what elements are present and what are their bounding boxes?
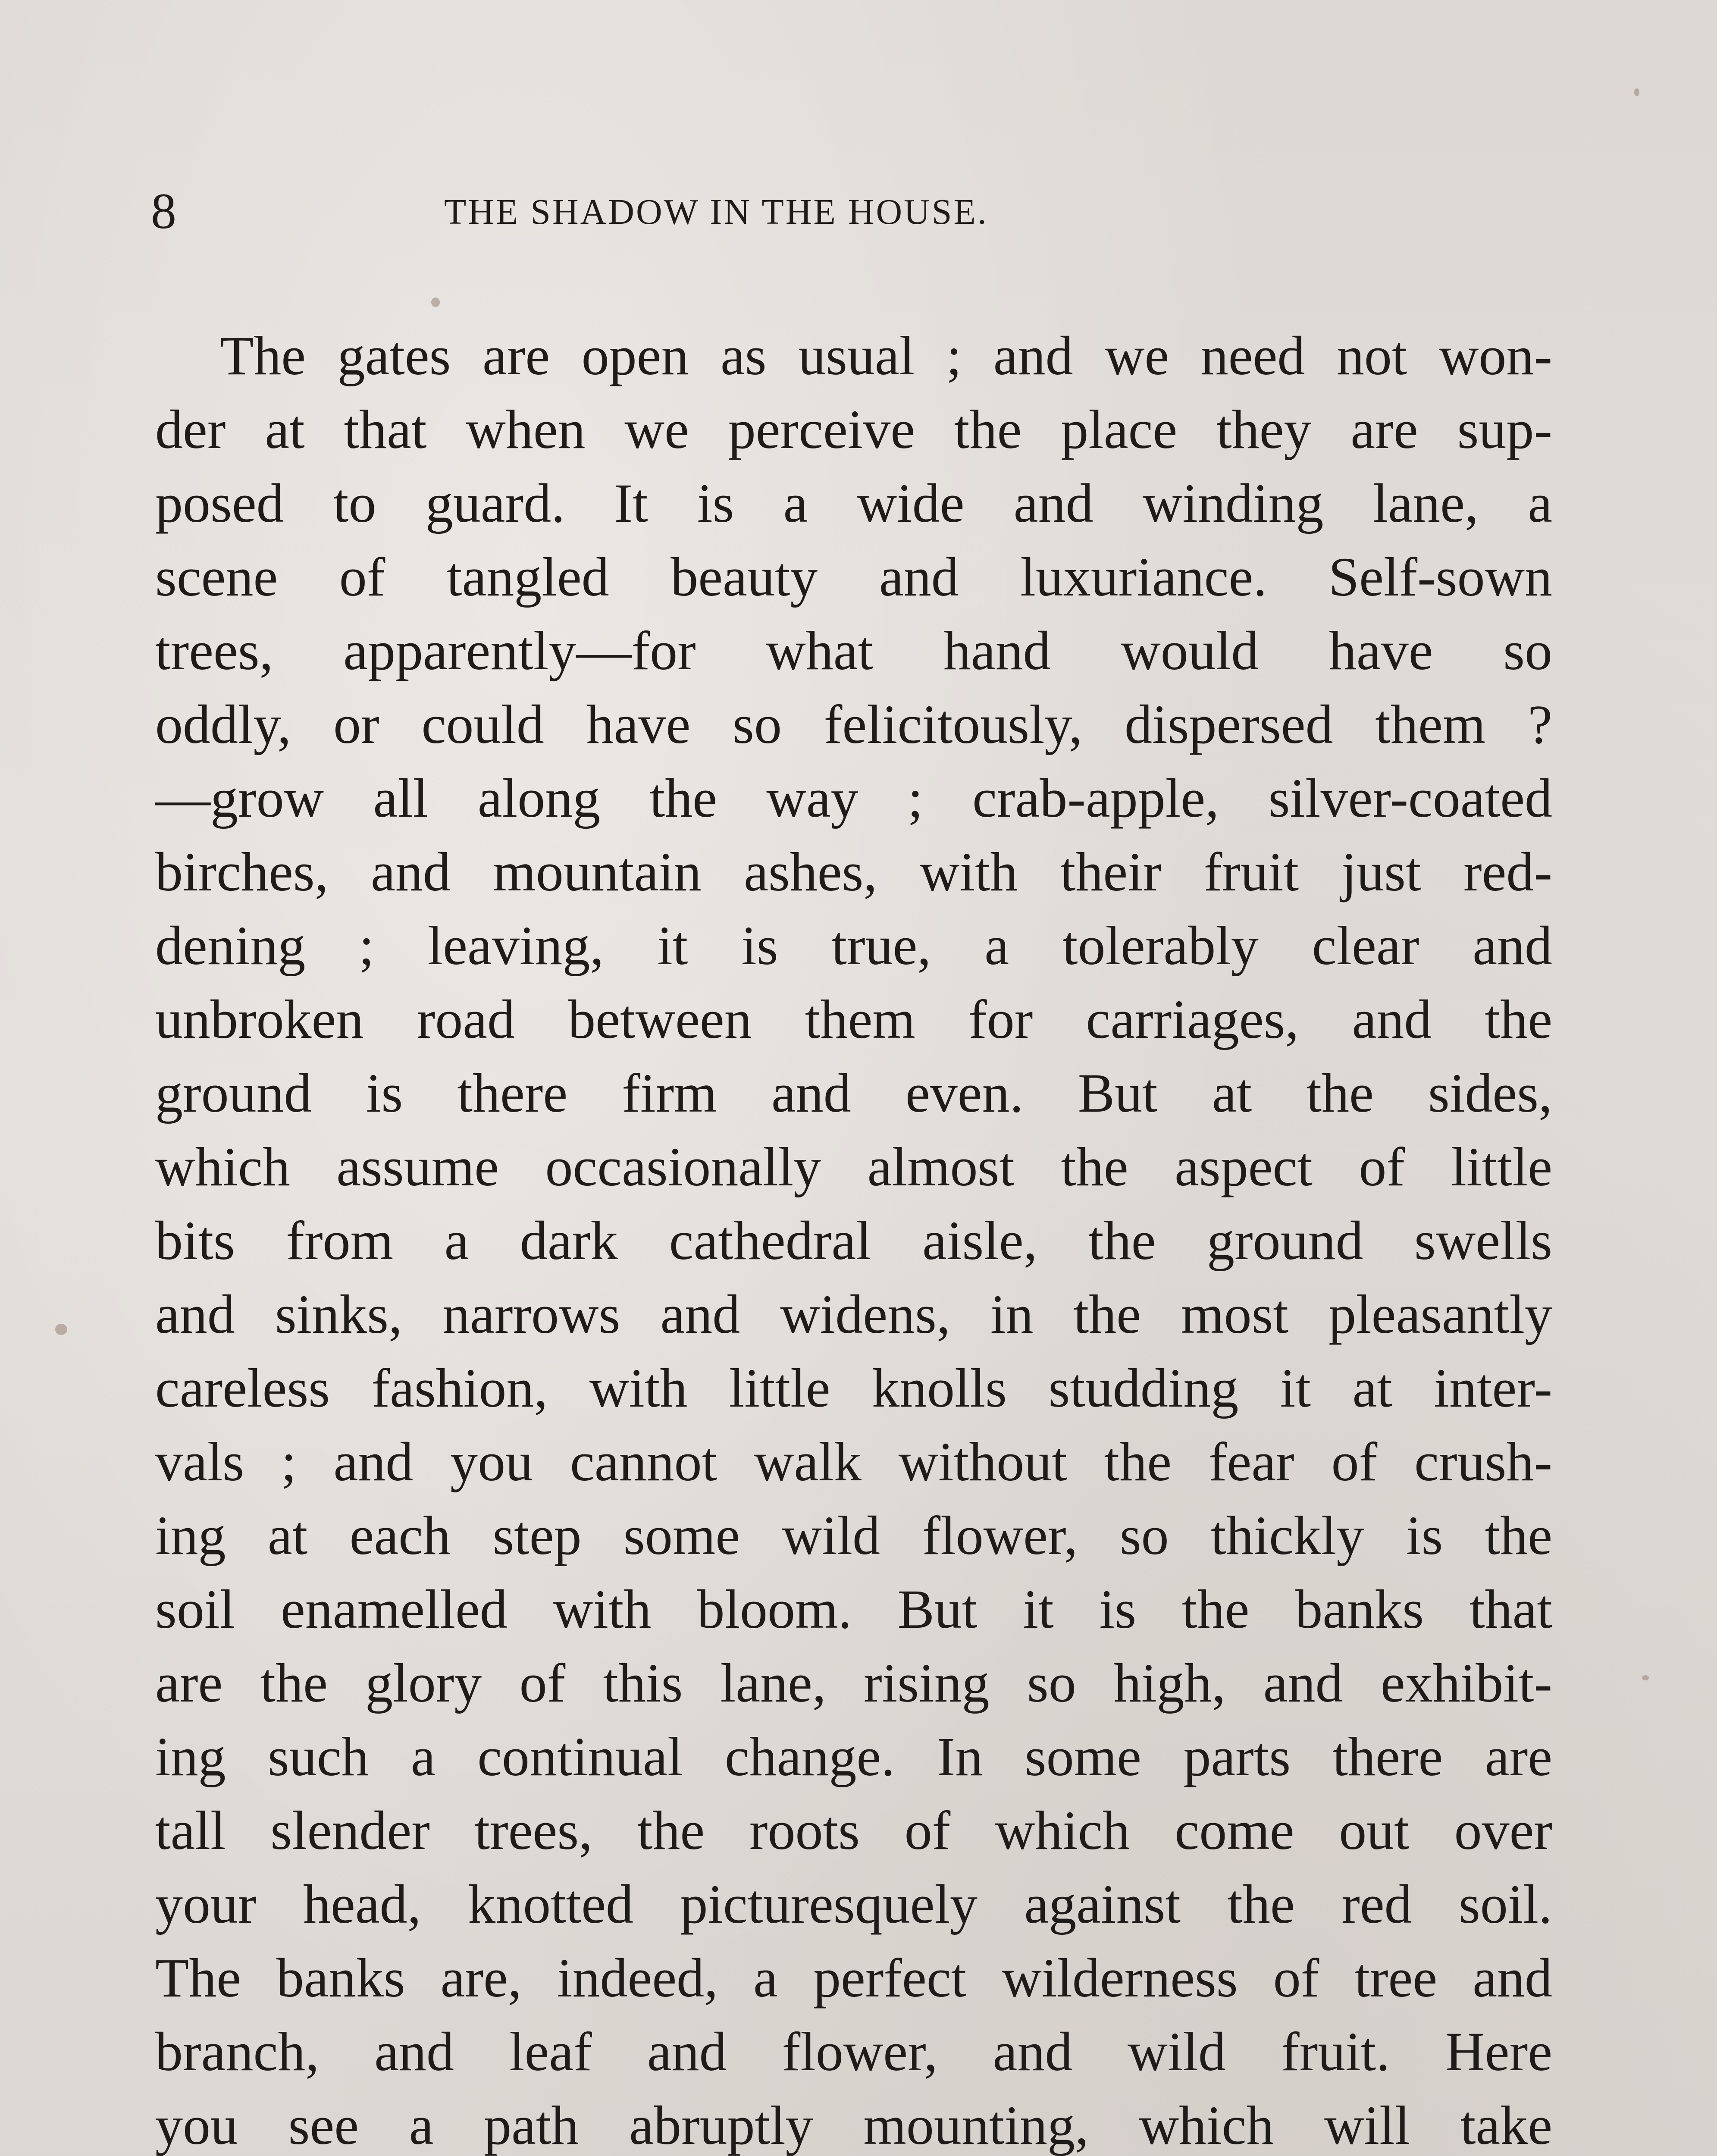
body-line: ing at each step some wild flower, so thickly is the [155,1505,1552,1566]
body-line: der at that when we perceive the place they are sup- [155,399,1552,460]
body-line: tall slender trees, the roots of which come out over [155,1800,1552,1861]
body-line: soil enamelled with bloom. But it is the banks that [155,1579,1552,1640]
body-line: scene of tangled beauty and luxuriance. Self-sown [155,546,1552,608]
paper-speck [431,298,440,307]
body-line: oddly, or could have so felicitously, dispersed them ? [155,694,1552,755]
body-line: —grow all along the way ; crab-apple, silver-coated [155,768,1552,829]
body-line: ground is there firm and even. But at the sides, [155,1062,1552,1124]
body-line: vals ; and you cannot walk without the fear of crush- [155,1431,1552,1492]
body-line: your head, knotted picturesquely against the red soil. [155,1874,1552,1935]
paper-speck [55,1324,67,1335]
body-line: posed to guard. It is a wide and winding lane, a [155,473,1552,534]
body-line: and sinks, narrows and widens, in the most pleasantly [155,1284,1552,1345]
body-line: birches, and mountain ashes, with their fruit just red- [155,841,1552,903]
body-text [155,319,1552,2156]
paper-speck [1642,1675,1649,1680]
body-line: The banks are, indeed, a perfect wilderness of tree and [155,1947,1552,2009]
body-line: trees, apparently—for what hand would have so [155,620,1552,681]
body-line: bits from a dark cathedral aisle, the ground swells [155,1210,1552,1271]
page-header [151,181,1552,241]
body-line: you see a path abruptly mounting, which will take [155,2095,1552,2156]
body-line: branch, and leaf and flower, and wild fruit. Here [155,2021,1552,2082]
paper-speck [1634,88,1639,96]
running-head: THE SHADOW IN THE HOUSE. [444,192,988,232]
page-number: 8 [151,183,177,239]
body-line: ing such a continual change. In some parts there are [155,1726,1552,1787]
body-line: The gates are open as usual ; and we need not won- [220,325,1552,386]
body-line: which assume occasionally almost the aspect of little [155,1136,1552,1197]
body-line: unbroken road between them for carriages, and the [155,989,1552,1050]
body-line: dening ; leaving, it is true, a tolerably clear and [155,915,1552,976]
body-line: careless fashion, with little knolls studding it at inter- [155,1357,1552,1419]
body-line: are the glory of this lane, rising so high, and exhibit- [155,1652,1552,1714]
